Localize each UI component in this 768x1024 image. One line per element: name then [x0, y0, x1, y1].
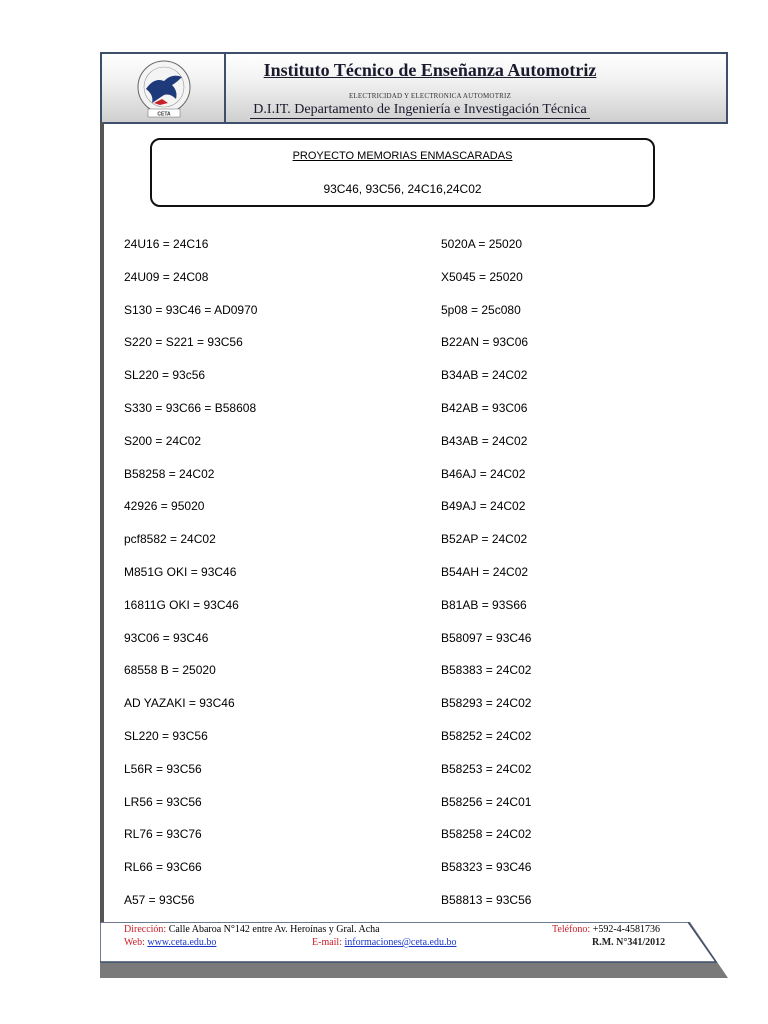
address-value: Calle Abaroa N°142 entre Av. Heroínas y Gral. Acha	[166, 924, 380, 935]
email-link[interactable]: informaciones@ceta.edu.bo	[344, 937, 457, 948]
equivalence-item: 16811G OKI = 93C46	[124, 597, 239, 612]
equivalence-item: M851G OKI = 93C46	[124, 564, 237, 579]
equivalence-item: 5p08 = 25c080	[441, 302, 521, 317]
footer-phone	[552, 924, 660, 935]
department-title: D.I.IT. Departamento de Ingeniería e Investigación Técnica	[250, 102, 590, 119]
equivalence-item: B42AB = 93C06	[441, 400, 528, 415]
equivalence-item: SL220 = 93C56	[124, 728, 208, 743]
equivalence-item: B58383 = 24C02	[441, 663, 532, 678]
equivalence-item: B58253 = 24C02	[441, 761, 532, 776]
web-label: Web:	[124, 937, 148, 948]
ceta-logo-icon	[132, 59, 196, 119]
footer-web	[124, 937, 216, 948]
web-link[interactable]: www.ceta.edu.bo	[147, 937, 217, 948]
equivalence-item: 68558 B = 25020	[124, 663, 216, 678]
equivalence-item: AD YAZAKI = 93C46	[124, 696, 235, 711]
institute-subtitle: ELECTRICIDAD Y ELECTRONICA AUTOMOTRIZ	[348, 92, 512, 100]
email-label: E-mail:	[312, 937, 345, 948]
equivalence-item: B81AB = 93S66	[441, 597, 527, 612]
footer-address	[124, 924, 380, 935]
project-title: PROYECTO MEMORIAS ENMASCARADAS	[292, 150, 513, 162]
equivalence-item: B58258 = 24C02	[124, 466, 215, 481]
equivalence-item: B58252 = 24C02	[441, 728, 532, 743]
equivalence-list-left	[124, 236, 257, 925]
logo-cell	[102, 54, 226, 122]
equivalence-item: 42926 = 95020	[124, 499, 205, 514]
equivalence-item: S220 = S221 = 93C56	[124, 335, 243, 350]
equivalence-item: B58813 = 93C56	[441, 892, 532, 907]
project-box	[150, 138, 655, 207]
equivalence-item: RL76 = 93C76	[124, 827, 202, 842]
equivalence-item: B58258 = 24C02	[441, 827, 532, 842]
document-header	[100, 52, 728, 124]
logo-text: CETA	[157, 111, 171, 118]
equivalence-item: B22AN = 93C06	[441, 335, 529, 350]
equivalence-item: A57 = 93C56	[124, 892, 195, 907]
document-footer	[100, 922, 728, 978]
equivalence-item: B58323 = 93C46	[441, 860, 532, 875]
address-label: Dirección:	[124, 924, 167, 935]
equivalence-item: SL220 = 93c56	[124, 368, 206, 383]
equivalence-item: 93C06 = 93C46	[124, 630, 209, 645]
equivalence-item: S330 = 93C66 = B58608	[124, 400, 257, 415]
equivalence-item: RL66 = 93C66	[124, 860, 202, 875]
equivalence-item: 24U16 = 24C16	[124, 237, 209, 251]
equivalence-item: S130 = 93C46 = AD0970	[124, 302, 258, 317]
equivalence-list-right	[441, 236, 531, 925]
equivalence-item: B58293 = 24C02	[441, 696, 532, 711]
equivalence-item: B58256 = 24C01	[441, 794, 532, 809]
equivalence-item: S200 = 24C02	[124, 433, 202, 448]
equivalence-item: B43AB = 24C02	[441, 433, 528, 448]
equivalence-item: pcf8582 = 24C02	[124, 532, 216, 547]
equivalence-item: B46AJ = 24C02	[441, 466, 526, 481]
left-border-rule	[100, 122, 104, 930]
equivalence-item: B52AP = 24C02	[441, 532, 528, 547]
phone-value: +592-4-4581736	[590, 924, 660, 935]
equivalence-item: B49AJ = 24C02	[441, 499, 526, 514]
equivalence-item: B54AH = 24C02	[441, 564, 529, 579]
footer-email	[312, 937, 456, 948]
equivalence-item: B58097 = 93C46	[441, 630, 532, 645]
equivalence-item: B34AB = 24C02	[441, 368, 528, 383]
footer-rm: R.M. N°341/2012	[592, 937, 666, 948]
institute-title: Instituto Técnico de Enseñanza Automotriz	[263, 60, 597, 80]
equivalence-item: 24U09 = 24C08	[124, 269, 209, 284]
equivalence-item: L56R = 93C56	[124, 761, 202, 776]
phone-label: Teléfono:	[552, 924, 591, 935]
equivalence-item: 5020A = 25020	[441, 237, 523, 251]
equivalence-item: X5045 = 25020	[441, 269, 523, 284]
equivalence-item: LR56 = 93C56	[124, 794, 202, 809]
project-models: 93C46, 93C56, 24C16,24C02	[323, 182, 482, 196]
